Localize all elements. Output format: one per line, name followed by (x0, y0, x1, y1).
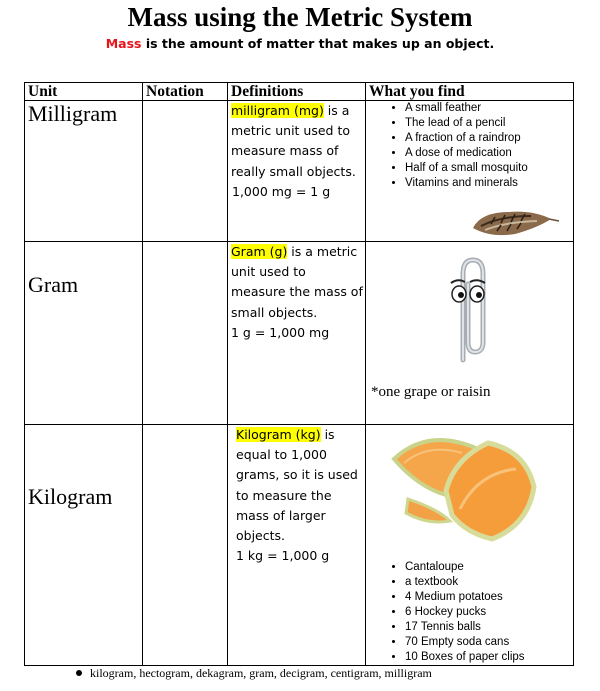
notation-cell (143, 101, 228, 242)
units-list-footer (76, 666, 432, 681)
feather-image (471, 204, 561, 244)
list-item: • 6 Hockey pucks (405, 605, 600, 620)
table-row-milligram (25, 101, 574, 242)
definition-cell (228, 242, 366, 425)
list-item: • 10 Boxes of paper clips (405, 650, 600, 665)
page-subtitle (0, 36, 600, 51)
unit-label: Milligram (28, 101, 118, 126)
notation-cell (143, 425, 228, 666)
unit-label: Kilogram (28, 484, 113, 509)
definition-equation: 1 kg = 1,000 g (236, 548, 330, 564)
definition-term: milligram (mg) (231, 103, 324, 118)
what-you-find-cell (366, 101, 574, 242)
definition-cell (228, 425, 366, 666)
unit-cell (25, 101, 143, 242)
bullet-icon (76, 670, 82, 676)
table-row-kilogram (25, 425, 574, 666)
table-row-gram (25, 242, 574, 425)
definition-term: Kilogram (kg) (236, 427, 321, 442)
metric-mass-table (24, 82, 574, 666)
definition-equation: 1,000 mg = 1 g (232, 183, 331, 199)
definition-equation: 1 g = 1,000 mg (231, 324, 330, 340)
definition-term: Gram (g) (231, 244, 288, 259)
what-you-find-cell (366, 242, 574, 425)
definition-text: is a metric unit used to measure the mass of small objects. (231, 244, 363, 320)
examples-list (366, 560, 600, 665)
definition-text: is equal to 1,000 grams, so it is used to measure the mass of larger objects. (236, 427, 358, 544)
subtitle-keyword: Mass (105, 36, 142, 51)
list-item: • A fraction of a raindrop (405, 131, 573, 146)
list-item: • 17 Tennis balls (405, 620, 600, 635)
list-item: • Half of a small mosquito (405, 161, 573, 176)
units-list-text: kilogram, hectogram, dekagram, gram, decigram, centigram, milligram (90, 666, 432, 680)
list-item: • Cantaloupe (405, 560, 600, 575)
grape-note: *one grape or raisin (371, 384, 491, 400)
unit-cell (25, 242, 143, 425)
list-item: • 70 Empty soda cans (405, 635, 600, 650)
header-definitions: Definitions (228, 83, 366, 101)
list-item: • The lead of a pencil (405, 116, 573, 131)
unit-label: Gram (28, 272, 79, 297)
list-item: • A dose of medication (405, 146, 573, 161)
definition-text: is a metric unit used to measure mass of really small objects. (231, 103, 356, 179)
list-item: • a textbook (405, 575, 600, 590)
list-item: • Vitamins and minerals (405, 176, 573, 191)
header-what-you-find: What you find (366, 83, 574, 101)
unit-cell (25, 425, 143, 666)
definition-cell (228, 101, 366, 242)
what-you-find-cell (366, 425, 574, 666)
paperclip-image (441, 256, 501, 366)
list-item: • 4 Medium potatoes (405, 590, 600, 605)
table-header-row (25, 83, 574, 101)
page-title: Mass using the Metric System (127, 2, 473, 32)
notation-cell (143, 242, 228, 425)
subtitle-definition: is the amount of matter that makes up an object. (141, 36, 495, 51)
header-unit: Unit (25, 83, 143, 101)
list-item: • A small feather (405, 101, 573, 116)
header-notation: Notation (143, 83, 228, 101)
cantaloupe-image (388, 429, 538, 547)
examples-list (366, 101, 573, 191)
